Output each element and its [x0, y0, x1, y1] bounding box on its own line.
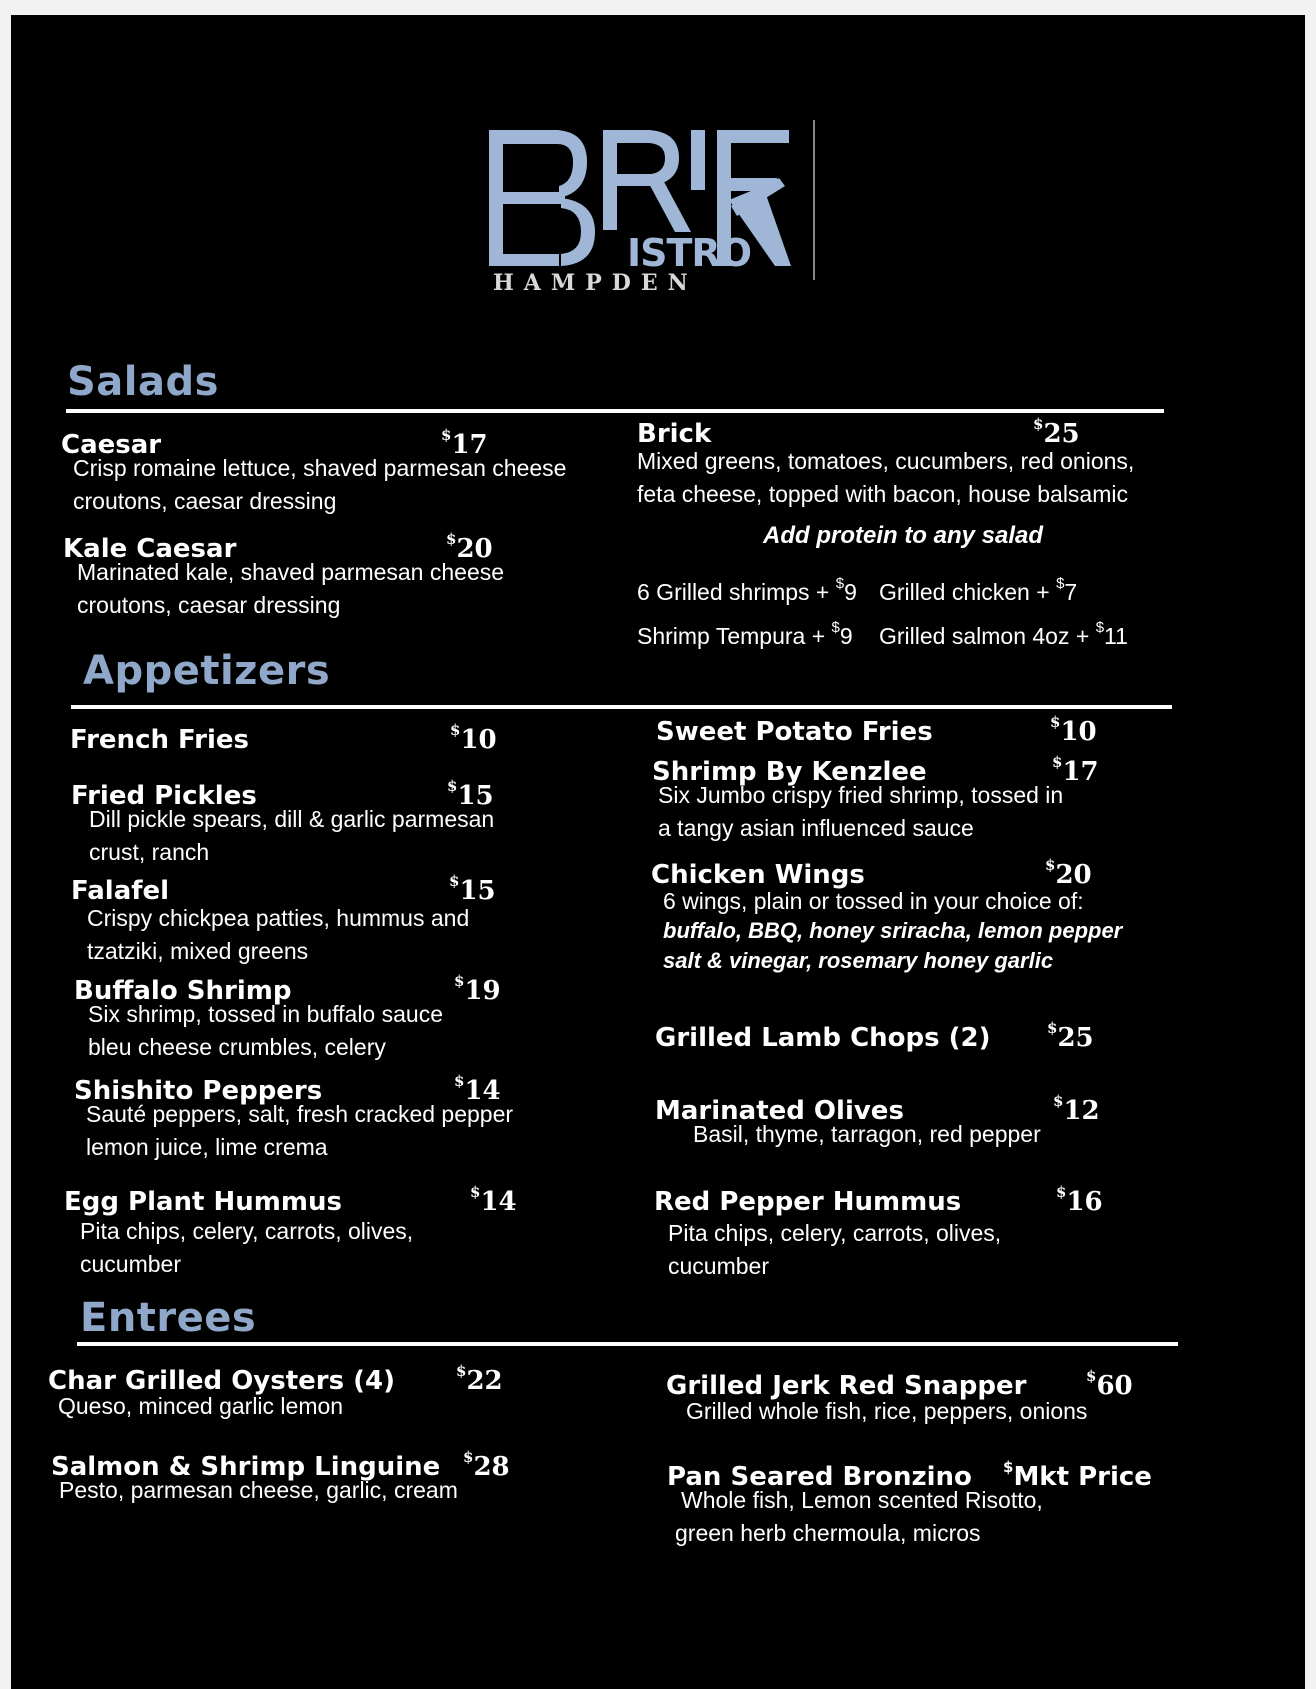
item-name: Char Grilled Oysters (4): [48, 1366, 396, 1396]
section-title-salads: Salads: [67, 359, 219, 405]
item-price: $28: [463, 1448, 510, 1482]
item-price: $10: [450, 721, 497, 755]
item-price: $60: [1086, 1367, 1133, 1401]
item-price: $20: [1045, 856, 1092, 890]
protein-grilled-salmon: Grilled salmon 4oz + $11: [879, 619, 1128, 649]
item-price: $25: [1047, 1019, 1094, 1053]
item-price: $10: [1050, 713, 1097, 747]
item-price: $14: [470, 1183, 517, 1217]
item-price: $22: [456, 1362, 503, 1396]
item-price: $15: [447, 777, 494, 811]
item-description: Dill pickle spears, dill & garlic parmesan crust, ranch: [89, 806, 495, 865]
item-name: Falafel: [71, 876, 170, 906]
item-name: Sweet Potato Fries: [656, 717, 933, 747]
item-name: French Fries: [70, 725, 249, 755]
item-price: $12: [1053, 1092, 1100, 1126]
item-name: Grilled Lamb Chops (2): [655, 1023, 991, 1053]
item-name: Shishito Peppers: [74, 1076, 323, 1106]
svg-text:ISTRO: ISTRO: [627, 231, 751, 275]
item-price: $19: [454, 972, 501, 1006]
item-description: Queso, minced garlic lemon: [58, 1393, 344, 1419]
item-description: Grilled whole fish, rice, peppers, onions: [686, 1398, 1088, 1424]
section-title-entrees: Entrees: [80, 1295, 257, 1341]
item-name: Buffalo Shrimp: [74, 976, 292, 1006]
item-name: Grilled Jerk Red Snapper: [666, 1371, 1027, 1401]
item-price: $25: [1033, 415, 1080, 449]
item-name: Brick: [637, 419, 712, 449]
brick-bistro-logo: [479, 120, 859, 320]
item-description: 6 wings, plain or tossed in your choice of: buffalo, BBQ, honey sriracha, lemon pepper salt & vinegar, rosemary honey garlic: [663, 888, 1123, 973]
item-description: Six shrimp, tossed in buffalo sauce bleu cheese crumbles, celery: [88, 1001, 443, 1060]
item-name: Caesar: [61, 430, 162, 460]
entrees-divider: [77, 1342, 1178, 1346]
item-name: Marinated Olives: [655, 1096, 904, 1126]
item-name: Salmon & Shrimp Linguine: [51, 1452, 441, 1482]
protein-grilled-chicken: Grilled chicken + $7: [879, 575, 1078, 605]
item-name: Shrimp By Kenzlee: [652, 757, 927, 787]
item-price: $20: [446, 530, 493, 564]
item-description: Crisp romaine lettuce, shaved parmesan cheese croutons, caesar dressing: [73, 455, 567, 514]
item-name: Pan Seared Bronzino: [667, 1462, 972, 1492]
item-description: Six Jumbo crispy fried shrimp, tossed in a tangy asian influenced sauce: [658, 782, 1064, 841]
item-description: Pita chips, celery, carrots, olives, cucumber: [668, 1220, 1002, 1279]
item-name: Red Pepper Hummus: [654, 1187, 962, 1217]
item-description: Mixed greens, tomatoes, cucumbers, red onions, feta cheese, topped with bacon, house balsamic: [637, 448, 1135, 507]
item-price: $14: [454, 1072, 501, 1106]
item-name: Egg Plant Hummus: [64, 1187, 342, 1217]
item-price: $15: [449, 872, 496, 906]
item-price: $17: [1052, 753, 1099, 787]
item-name: Chicken Wings: [651, 860, 865, 890]
salads-divider: [66, 409, 1164, 413]
item-description: Sauté peppers, salt, fresh cracked pepper lemon juice, lime crema: [86, 1101, 514, 1160]
menu-sheet: [11, 15, 1305, 1689]
protein-shrimp-tempura: Shrimp Tempura + $9: [637, 619, 853, 649]
item-name: Kale Caesar: [63, 534, 237, 564]
appetizers-divider: [71, 705, 1172, 709]
item-price: $16: [1056, 1183, 1103, 1217]
item-price: $Mkt Price: [1003, 1458, 1152, 1492]
item-price: $17: [441, 426, 488, 460]
item-name: Fried Pickles: [71, 781, 257, 811]
section-title-appetizers: Appetizers: [83, 648, 331, 694]
item-description: Crispy chickpea patties, hummus and tzatziki, mixed greens: [87, 905, 470, 964]
item-description: Whole fish, Lemon scented Risotto, green herb chermoula, micros: [675, 1487, 1043, 1546]
item-description: Marinated kale, shaved parmesan cheese croutons, caesar dressing: [77, 559, 505, 618]
svg-text:HAMPDEN: HAMPDEN: [493, 270, 698, 296]
item-description: Pita chips, celery, carrots, olives, cucumber: [80, 1218, 414, 1277]
item-description: Basil, thyme, tarragon, red pepper: [693, 1121, 1041, 1147]
protein-grilled-shrimps: 6 Grilled shrimps + $9: [637, 575, 857, 605]
item-description: Pesto, parmesan cheese, garlic, cream: [59, 1477, 458, 1503]
protein-title: Add protein to any salad: [763, 522, 1044, 549]
